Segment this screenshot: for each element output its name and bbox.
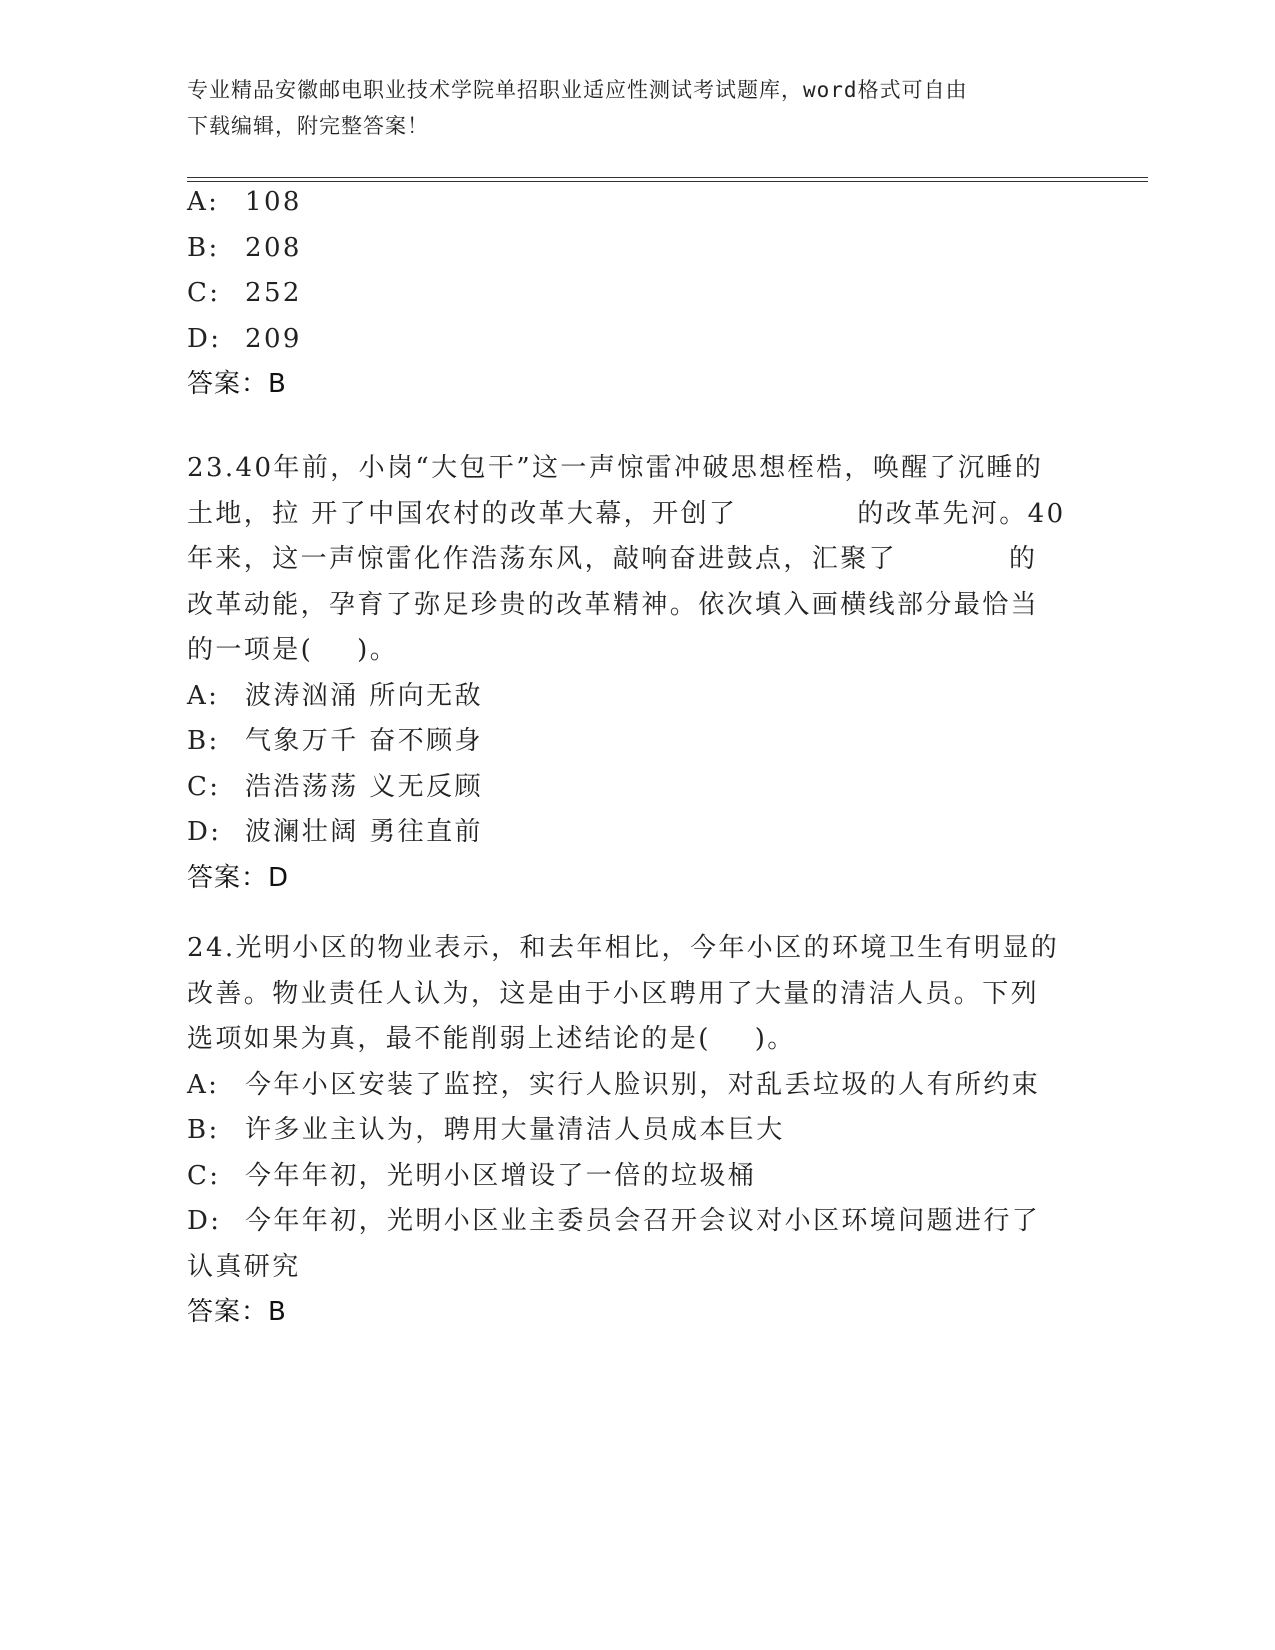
option-text: 108	[245, 187, 302, 217]
document-header	[187, 72, 1087, 144]
option-text: 今年年初，光明小区业主委员会召开会议对小区环境问题进行了	[245, 1206, 1041, 1236]
option-letter: C:	[187, 278, 221, 308]
question-23-block	[187, 446, 1087, 901]
answer-label: 答案：B	[187, 1297, 287, 1327]
question-text-line: 改善。物业责任人认为，这是由于小区聘用了大量的清洁人员。下列	[187, 978, 1040, 1009]
option-d-continuation: 认真研究	[187, 1251, 301, 1282]
option-text: 今年年初，光明小区增设了一倍的垃圾桶	[245, 1160, 757, 1191]
question-text-line	[187, 628, 1087, 674]
question-text-segment: )。	[357, 635, 399, 665]
option-letter: D:	[187, 1206, 222, 1236]
option-d	[187, 1199, 1087, 1245]
question-text-line	[187, 1017, 1087, 1063]
option-text: 气象万千 奋不顾身	[245, 726, 483, 756]
question-text-segment: 的改革先河。40	[857, 498, 1066, 529]
option-c	[187, 765, 1087, 811]
question-text-line: 23.40年前，小岗“大包干”这一声惊雷冲破思想桎梏，唤醒了沉睡的	[187, 453, 1044, 483]
option-text: 浩浩荡荡 义无反顾	[245, 771, 483, 802]
option-b	[187, 226, 1087, 272]
option-letter: A:	[187, 680, 220, 711]
option-text: 今年小区安装了监控，实行人脸识别，对乱丢垃圾的人有所约束	[245, 1069, 1041, 1100]
option-letter: C:	[187, 771, 221, 802]
option-text: 波澜壮阔 勇往直前	[245, 817, 483, 847]
option-c	[187, 1154, 1087, 1200]
question-text-segment: 年来，这一声惊雷化作浩荡东风，敲响奋进鼓点，汇聚了	[187, 544, 898, 574]
question-text-line: 24.光明小区的物业表示，和去年相比，今年小区的环境卫生有明显的	[187, 933, 1060, 963]
question-text-segment: 的一项是(	[187, 635, 314, 665]
question-text-line	[187, 492, 1087, 538]
option-b	[187, 719, 1087, 765]
option-d	[187, 810, 1087, 856]
answer-label: 答案：D	[187, 862, 290, 893]
option-a	[187, 180, 1087, 226]
option-letter: B:	[187, 1115, 220, 1145]
question-text-segment: )。	[754, 1024, 796, 1054]
option-letter: A:	[187, 1069, 220, 1100]
header-line-1: 专业精品安徽邮电职业技术学院单招职业适应性测试考试题库，word格式可自由	[187, 78, 968, 102]
option-letter: D:	[187, 323, 222, 354]
option-text: 208	[245, 232, 302, 263]
option-c	[187, 271, 1087, 317]
option-text: 252	[245, 278, 302, 308]
answer-label: 答案：B	[187, 369, 287, 399]
option-d	[187, 317, 1087, 363]
question-text-line: 改革动能，孕育了弥足珍贵的改革精神。依次填入画横线部分最恰当	[187, 589, 1040, 620]
option-letter: B:	[187, 232, 220, 263]
option-a	[187, 1063, 1087, 1109]
header-line-2: 下载编辑，附完整答案！	[187, 114, 429, 138]
option-b	[187, 1108, 1087, 1154]
question-text-segment: 的	[1009, 544, 1038, 574]
question-24-block	[187, 926, 1087, 1336]
question-text-segment: 选项如果为真，最不能削弱上述结论的是(	[187, 1024, 711, 1054]
header-divider-top	[187, 177, 1148, 178]
question-text-line	[187, 537, 1087, 583]
option-letter: C:	[187, 1160, 221, 1191]
question-text-segment: 土地，拉 开了中国农村的改革大幕，开创了	[187, 498, 738, 529]
option-letter: D:	[187, 817, 222, 847]
option-text: 209	[245, 323, 302, 354]
question-22-block	[187, 180, 1087, 408]
option-letter: B:	[187, 726, 220, 756]
option-text: 波涛汹涌 所向无敌	[245, 680, 483, 711]
option-a	[187, 674, 1087, 720]
option-text: 许多业主认为，聘用大量清洁人员成本巨大	[245, 1115, 785, 1145]
option-letter: A:	[187, 187, 220, 217]
